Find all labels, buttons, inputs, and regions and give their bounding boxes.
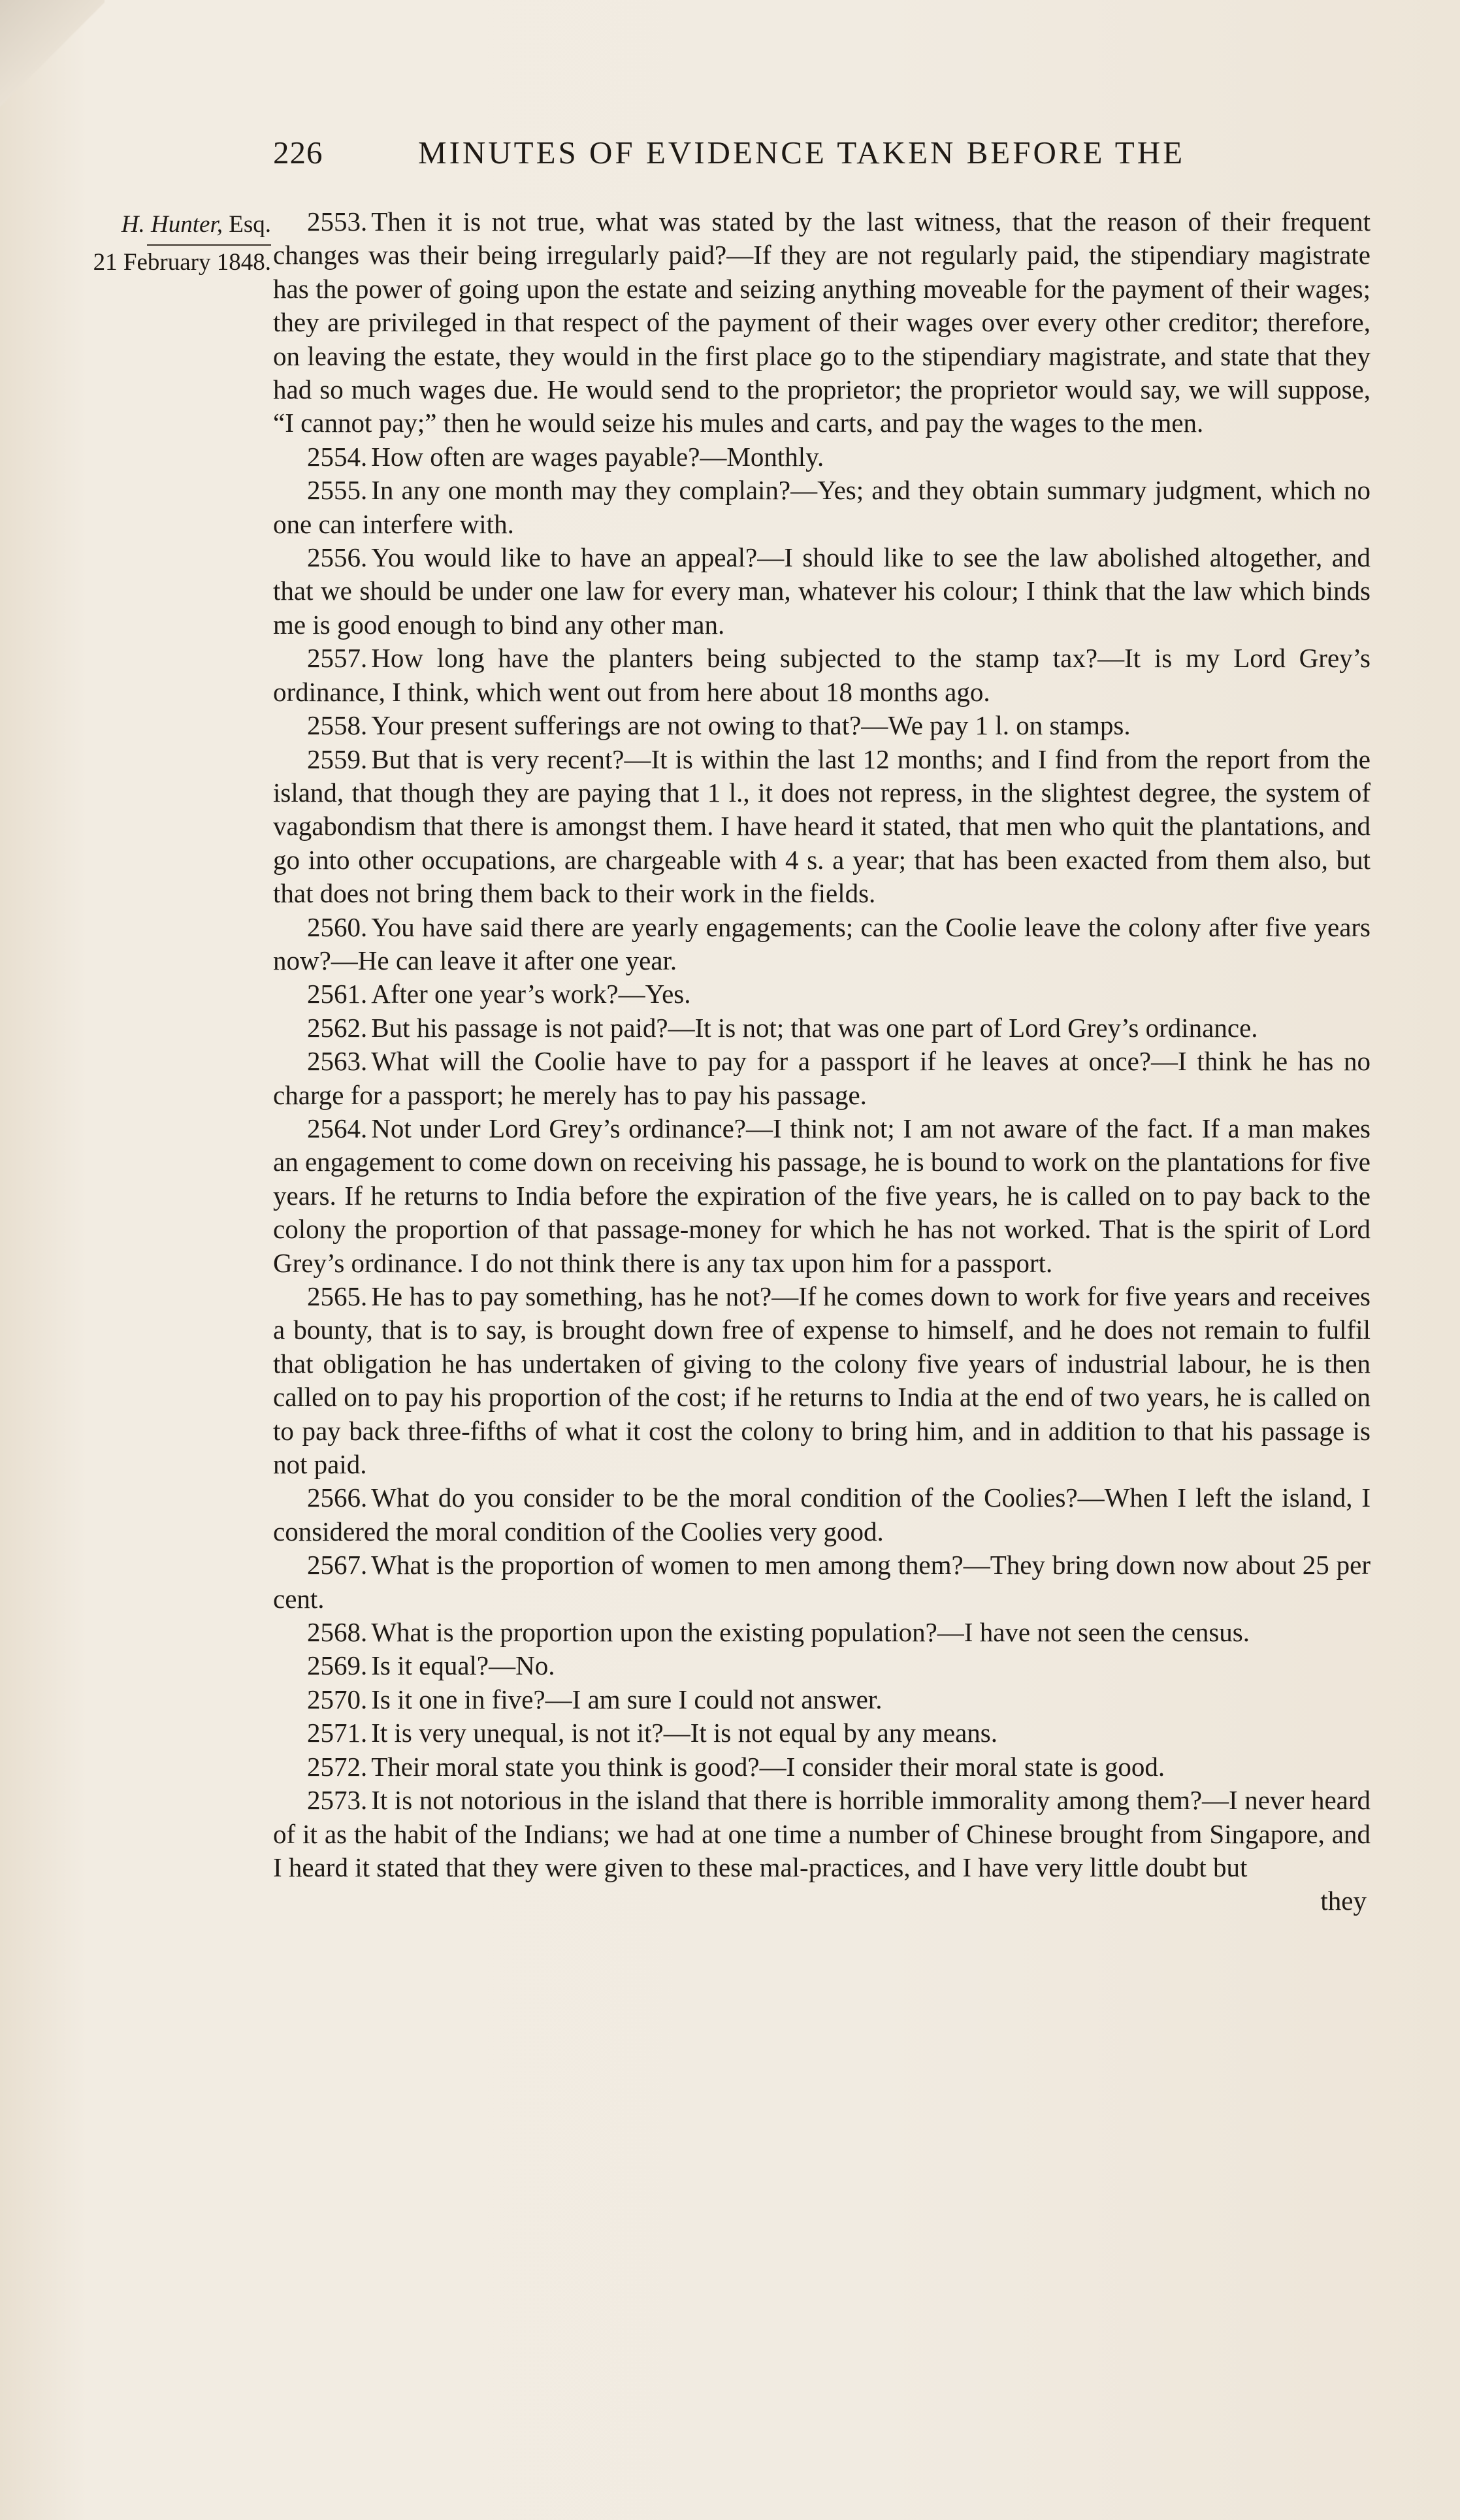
entry-text: In any one month may they complain?—Yes; and they obtain summary judgment, which no one can interfere with.	[273, 475, 1371, 539]
margin-rule	[147, 244, 271, 246]
evidence-entry	[273, 1481, 1371, 1548]
running-head: MINUTES OF EVIDENCE TAKEN BEFORE THE	[418, 135, 1186, 171]
evidence-entry	[273, 1045, 1371, 1112]
margin-note	[62, 210, 271, 276]
entry-text: How often are wages payable?—Monthly.	[371, 441, 824, 472]
entry-text: What will the Coolie have to pay for a passport if he leaves at once?—I think he has no charge for a passport; he merely has to pay his passage.	[273, 1046, 1371, 1110]
margin-witness-name: H. Hunter,	[121, 211, 223, 238]
entry-number: 2556.	[307, 542, 368, 573]
entry-number: 2573.	[307, 1785, 368, 1816]
entry-text: You would like to have an appeal?—I should like to see the law abolished altogether, and that we should be under one law for every man, whatever his colour; I think that the law which binds me is good enough to bind any other man.	[273, 542, 1371, 640]
evidence-body	[273, 205, 1371, 1918]
entry-number: 2572.	[307, 1751, 368, 1782]
evidence-entry	[273, 1750, 1371, 1784]
evidence-entry	[273, 1649, 1371, 1682]
page-corner-fold	[0, 0, 105, 131]
evidence-entry	[273, 541, 1371, 642]
evidence-entry	[273, 1011, 1371, 1045]
catchword: they	[1320, 1886, 1367, 1916]
evidence-entry	[273, 1616, 1371, 1649]
entry-number: 2571.	[307, 1718, 368, 1748]
evidence-entry	[273, 474, 1371, 541]
entry-number: 2568.	[307, 1617, 368, 1648]
entry-text: Not under Lord Grey’s ordinance?—I think not; I am not aware of the fact. If a man makes an engagement to come down on receiving his passage, he is bound to work on the plantations for five years. If he returns to India before the expiration of the five years, he is called on to pay back to the colony the proportion of that passage-money for which he has not worked. That is the spirit of Lord Grey’s ordinance. I do not think there is any tax upon him for a passport.	[273, 1113, 1371, 1278]
entry-text: It is not notorious in the island that there is horrible immorality among them?—I never heard of it as the habit of the Indians; we had at one time a number of Chinese brought from Singapore, and I heard it stated that they were given to these mal-practices, and I have very little doubt but	[273, 1785, 1371, 1882]
entry-number: 2564.	[307, 1113, 368, 1143]
entry-text: How long have the planters being subjected to the stamp tax?—It is my Lord Grey’s ordinance, I think, which went out from here about 18 months ago.	[273, 643, 1371, 707]
evidence-entry	[273, 1683, 1371, 1716]
entry-number: 2566.	[307, 1482, 368, 1513]
entry-number: 2565.	[307, 1281, 368, 1311]
entry-text: What is the proportion upon the existing population?—I have not seen the census.	[371, 1617, 1250, 1648]
entry-number: 2569.	[307, 1650, 368, 1681]
entry-number: 2557.	[307, 643, 368, 674]
evidence-entry	[273, 1112, 1371, 1280]
entry-text: After one year’s work?—Yes.	[371, 979, 691, 1009]
margin-date: 21 February 1848.	[93, 249, 271, 276]
entry-number: 2559.	[307, 744, 368, 774]
entry-text: Your present sufferings are not owing to that?—We pay 1 l. on stamps.	[371, 710, 1131, 741]
evidence-entry	[273, 1716, 1371, 1750]
entry-number: 2570.	[307, 1684, 368, 1714]
entry-text: Is it equal?—No.	[371, 1650, 555, 1681]
evidence-entry	[273, 977, 1371, 1011]
entry-number: 2562.	[307, 1012, 368, 1043]
entry-number: 2553.	[307, 206, 368, 237]
evidence-entry	[273, 1280, 1371, 1481]
entry-text: What is the proportion of women to men among them?—They bring down now about 25 per cent.	[273, 1550, 1371, 1614]
entry-number: 2558.	[307, 710, 368, 741]
entry-number: 2563.	[307, 1046, 368, 1077]
page-number: 226	[273, 135, 323, 171]
entry-number: 2554.	[307, 441, 368, 472]
entry-text: Then it is not true, what was stated by the last witness, that the reason of their frequent changes was their being irregularly paid?—If they are not regularly paid, the stipendiary magistrate has the power of going upon the estate and seizing anything moveable for the payment of their wages; they are privileged in that respect of the payment of their wages over every other creditor; therefore, on leaving the estate, they would in the first place go to the stipendiary magistrate, and state that they had so much wages due. He would send to the proprietor; the proprietor would say, we will suppose, “I cannot pay;” then he would seize his mules and carts, and pay the wages to the men.	[273, 206, 1371, 438]
entry-text: What do you consider to be the moral condition of the Coolies?—When I left the island, I considered the moral condition of the Coolies very good.	[273, 1482, 1371, 1546]
evidence-entry	[273, 1784, 1371, 1884]
evidence-entry	[273, 743, 1371, 911]
margin-witness	[62, 210, 271, 242]
entry-text: It is very unequal, is not it?—It is not equal by any means.	[371, 1718, 998, 1748]
entry-number: 2560.	[307, 911, 368, 942]
entry-number: 2561.	[307, 979, 368, 1009]
entry-text: Is it one in five?—I am sure I could not answer.	[371, 1684, 883, 1714]
entry-text: He has to pay something, has he not?—If he comes down to work for five years and receives a bounty, that is to say, is brought down free of expense to himself, and he does not remain to fulfil that obligation he has undertaken of giving to the colony five years of industrial labour, he is then called on to pay his proportion of the cost; if he returns to India at the end of two years, he is called on to pay back three-fifths of what it cost the colony to bring him, and in addition to that his passage is not paid.	[273, 1281, 1371, 1480]
page-header	[273, 134, 1266, 180]
evidence-entry	[273, 205, 1371, 440]
entry-text: Their moral state you think is good?—I consider their moral state is good.	[371, 1751, 1165, 1782]
evidence-entry	[273, 642, 1371, 709]
entry-text: But that is very recent?—It is within the last 12 months; and I find from the report from the island, that though they are paying that 1 l., it does not repress, in the slightest degree, the system of vagabondism that there is amongst them. I have heard it stated, that men who quit the plantations, and go into other occupations, are chargeable with 4 s. a year; that has been exacted from them also, but that does not bring them back to their work in the fields.	[273, 744, 1371, 909]
margin-witness-suffix: Esq.	[229, 211, 271, 238]
entry-number: 2555.	[307, 475, 368, 506]
evidence-entry	[273, 709, 1371, 742]
entry-text: You have said there are yearly engagements; can the Coolie leave the colony after five years now?—He can leave it after one year.	[273, 911, 1371, 975]
evidence-entry	[273, 440, 1371, 474]
evidence-entry	[273, 911, 1371, 978]
entry-text: But his passage is not paid?—It is not; that was one part of Lord Grey’s ordinance.	[371, 1012, 1258, 1043]
entry-number: 2567.	[307, 1550, 368, 1580]
catchword-line	[273, 1884, 1371, 1918]
evidence-entry	[273, 1548, 1371, 1616]
